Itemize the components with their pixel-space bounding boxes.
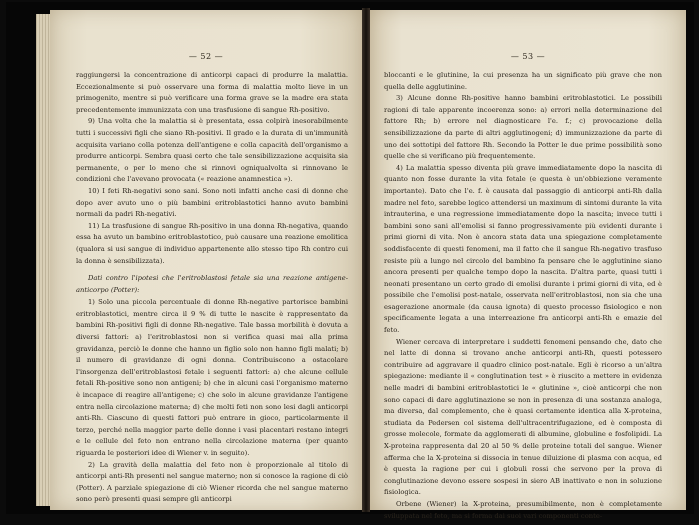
book-gutter <box>362 8 370 512</box>
section-heading: Dati contro l'ipotesi che l'eritroblastosi fetale sia una reazione antigene-anticorpo (Potter): <box>76 274 348 294</box>
page-number-left: — 52 — <box>188 52 224 61</box>
left-page <box>50 10 362 510</box>
book-spread <box>6 2 694 520</box>
paragraph: Wiener cercava di interpretare i suddetti fenomeni pensando che, dato che nel latte di donna si trovano anche anticorpi anti-Rh, questi potessero contribuire ad aggravare il quadro clinico post-natale. Egli è ricorso a un'altra spiegazione: mediante il « conglutination test » è riuscito a mettere in evidenza nelle madri di bambini eritroblastotici le « glutinine », cioè anticorpi che non sono capaci di dare agglutinazione se non in presenza di una sostanza analoga, ma diversa, dal complemento, che è quasi certamente identica alla X-proteina, studiata da Pedersen col sistema dell'ultracentrifugazione, ed è composta di grosse molecole, formate da agglomerati di albumine, globuline e fosfolipidi. La X-proteina rappresenta dal 20 al 50 % delle proteine totali del sangue. Wiener afferma che la X-proteina si dissocia in tenue diluizione di plasma con acqua, ed è questa la ragione per cui i globuli rossi che servono per la prova di conglutinazione devono essere sospesi in siero AB inattivato e non in soluzione fisiologica. <box>384 337 662 497</box>
paragraph: 3) Alcune donne Rh-positive hanno bambini eritroblastotici. Le possibili ragioni di tale apparente incoerenza sono: a) errori nella determinazione del fattore Rh; b) errore nel diagnosticare l'e. f.; c) provocazione della sensibilizzazione da parte di altri agglutinogeni; d) immunizzazione da parte di uno dei sottotipi del fattore Rh. Secondo la Potter le due prime possibilità sono quelle che si verificano più frequentemente. <box>384 94 662 161</box>
paragraph: 9) Una volta che la malattia si è presentata, essa colpirà inesorabilmente tutti i successivi figli che siano Rh-positivi. Il grado e la durata di un'immunità acquisita variano colla potenza dell'antigene e colla capacità dell'organismo a produrre anticorpi. Sembra quasi certo che tale sensibilizzazione acquisita sia permanente, o per lo meno che si rinnovi ogniqualvolta si rinnovano le condizioni che l'avevano provocata (« reazione anamnestica »). <box>76 117 348 184</box>
paragraph: Orbene (Wiener) la X-proteina, presumibilmente, non è completamente sviluppata nel feto, ma si forma dai suoi vari componenti conte- <box>384 499 662 520</box>
paragraph: 11) La trasfusione di sangue Rh-positivo in una donna Rh-negativa, quando essa ha avuto un bambino eritroblastotico, può causare una reazione emolitica (qualora si usi sangue di individuo appartenente allo stesso tipo Rh contro cui la donna è sensibilizzata). <box>76 221 348 265</box>
paragraph: 1) Solo una piccola percentuale di donne Rh-negative partorisce bambini eritroblastotici, mentre circa il 9 % di tutte le nascite è rappresentato da bambini Rh-positivi figli di donne Rh-negative. Tale bassa morbilità è dovuta a diversi fattori: a) l'eritroblastosi non si verifica quasi mai alla prima gravidanza, perciò le donne che hanno un figlio solo non hanno figli malati; b) il numero di gravidanze di ogni donna. Contribuiscono a ostacolare l'insorgenza dell'eritroblastosi fetale i seguenti fattori: a) che alcune cellule fetali Rh-positive sono non antigeni; b) che in alcuni casi l'organismo materno è incapace di reagire all'antigene; c) che solo in alcune gravidanze l'antigene entra nella circolazione materna; d) che molti feti non sono lesi dagli anticorpi anti-Rh. Ciascuno di questi fattori può entrare in gioco, particolarmente il terzo, perché nella maggior parte delle donne i vasi placentari restano integri e le cellule del feto non entrano nella circolazione materna (per quanto riguarda le posteriori idee di Wiener v. in seguito). <box>76 298 348 457</box>
paragraph: 10) I feti Rh-negativi sono sani. Sono noti infatti anche casi di donne che dopo aver avuto uno o più bambini eritroblastotici hanno avuto bambini normali da padri Rh-negativi. <box>76 186 348 219</box>
paragraph: 4) La malattia spesso diventa più grave immediatamente dopo la nascita di quanto non fosse durante la vita fetale (e questa è un'obbiezione veramente importante). Dato che l'e. f. è causata dal passaggio di anticorpi anti-Rh dalla madre nel feto, sarebbe logico attendersi un maximum di sintomi durante la vita intrauterina, e una regressione immediatamente dopo la nascita; invece tutti i bambini sono sani all'emolisi si fanno progressivamente più evidenti durante i primi giorni di vita. Non è ancora stata data una spiegazione completamente soddisfacente di questi fenomeni, ma il fatto che il sangue Rh-negativo trasfuso resiste più a lungo nel circolo del bambino fa pensare che le agglutinine siano ancora presenti per qualche tempo dopo la nascita. D'altra parte, quasi tutti i neonati presentano un certo grado di emolisi durante i primi giorni di vita, ed è possibile che l'emolisi post-natale, osservata nell'eritroblastosi, non sia che una esagerazione anormale (da causa ignota) di questo processo fisiologico e non specificamente legata a una interreazione fra anticorpi anti-Rh e emazie del feto. <box>384 163 662 335</box>
paragraph: bloccanti e le glutinine, la cui presenza ha un significato più grave che non quella delle agglutinine. <box>384 71 662 91</box>
paragraph: 2) La gravità della malattia del feto non è proporzionale al titolo di anticorpi anti-Rh presenti nel sangue materno; non si conosce la ragione di ciò (Potter). A parziale spiegazione di ciò Wiener ricorda che nel sangue materno sono però presenti quasi sempre gli anticorpi <box>76 460 348 504</box>
right-page-text <box>384 70 662 522</box>
page-edges <box>36 14 50 506</box>
page-number-right: — 53 — <box>510 52 546 61</box>
right-page <box>370 10 686 520</box>
paragraph: raggiungersi la concentrazione di anticorpi capaci di produrre la malattia. Eccezionalmente si può osservare una forma di malattia molto lieve in un primogenito, mentre si può verificare una forma grave se la madre era stata precedentemente immunizzata con una trasfusione di sangue Rh-positivo. <box>76 71 348 114</box>
left-page-text <box>76 70 348 506</box>
